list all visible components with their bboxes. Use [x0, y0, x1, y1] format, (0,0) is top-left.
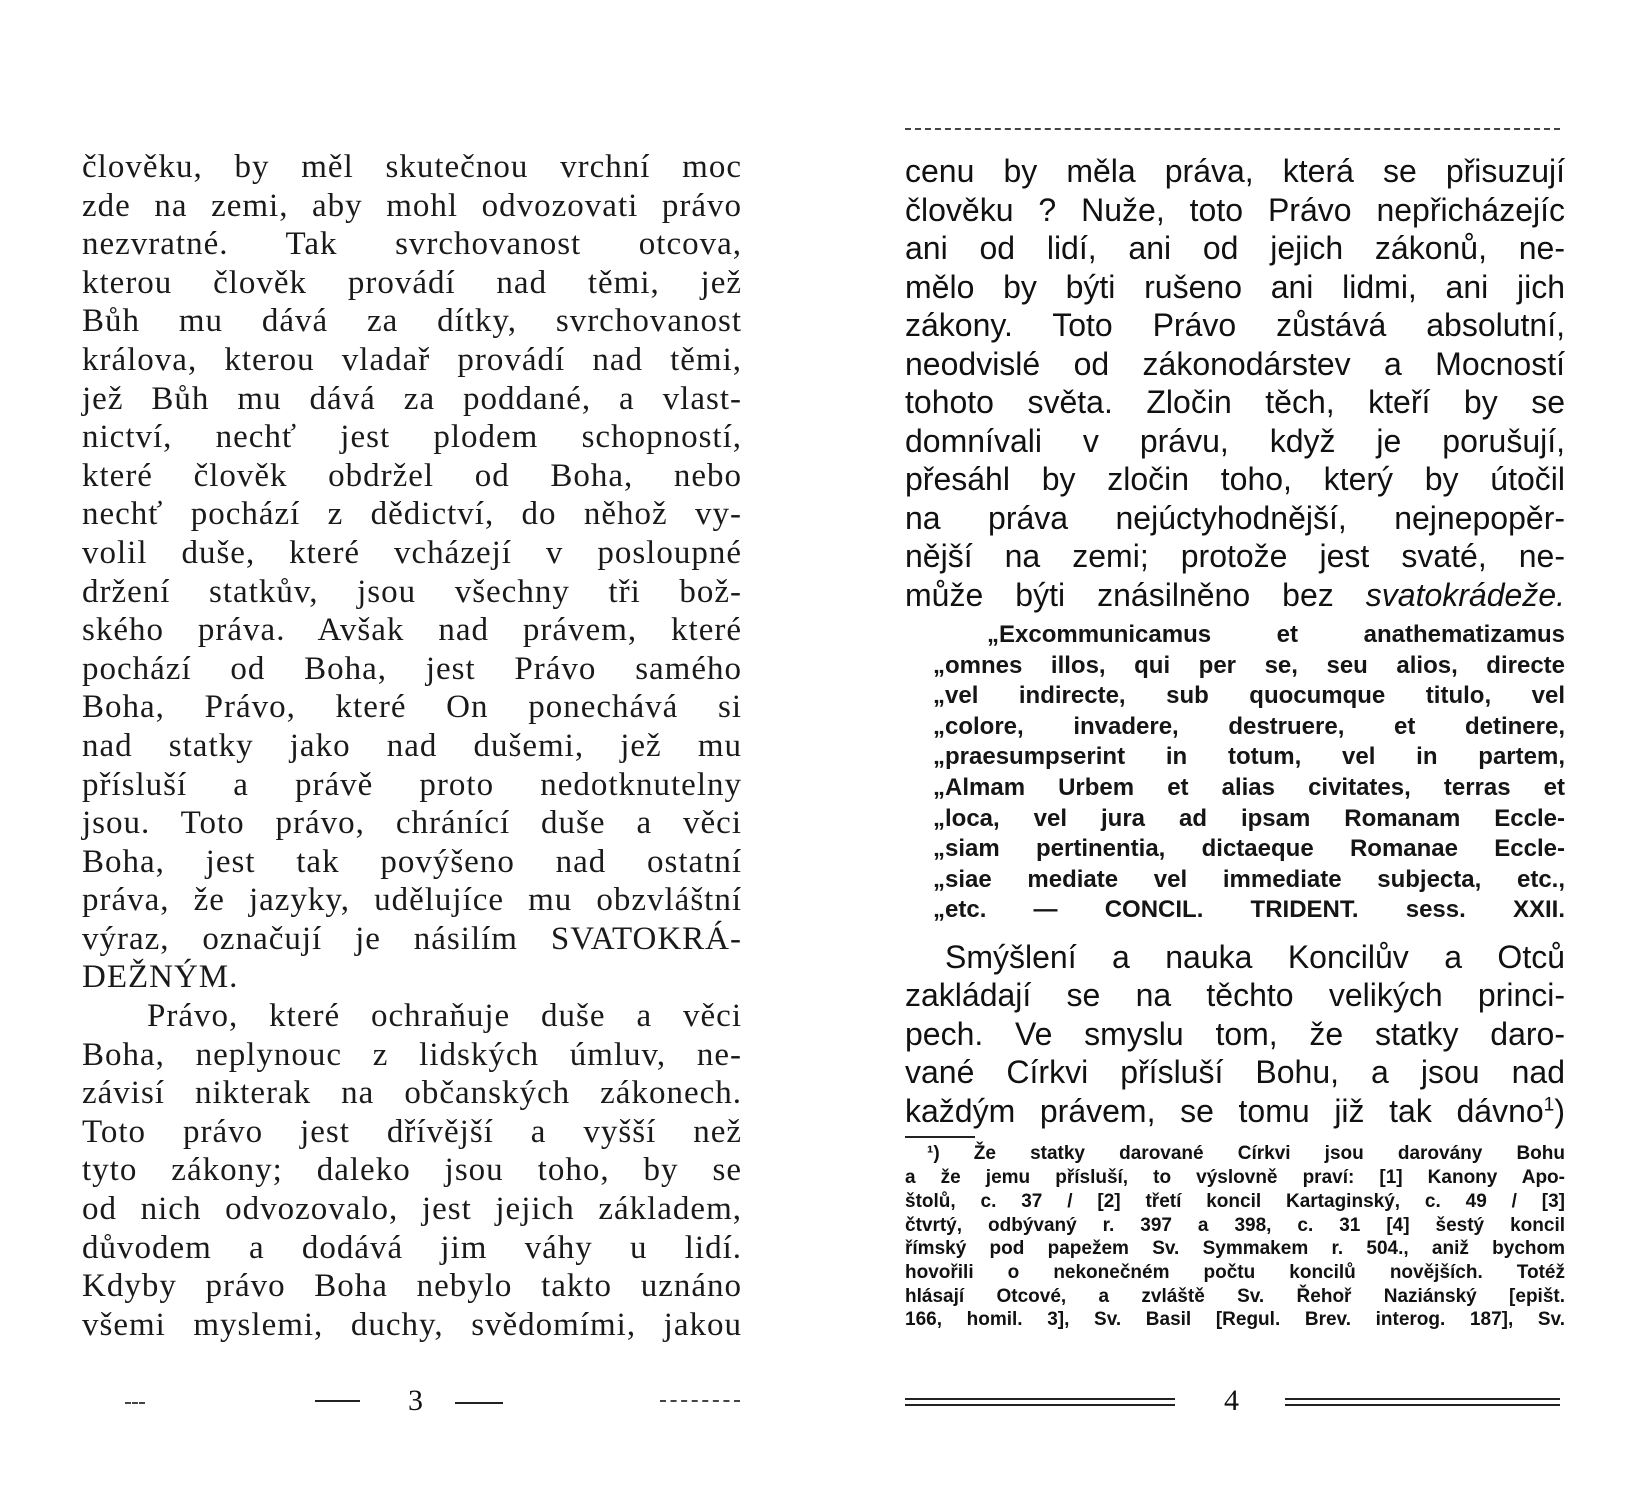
footnote — [905, 1142, 1565, 1332]
footnote-divider — [905, 1136, 975, 1138]
text-line: jsou. Toto právo, chránící duše a věci — [82, 805, 742, 842]
quote-line: „etc. — CONCIL. TRIDENT. sess. XXII. — [933, 896, 1565, 924]
text-line: nezvratné. Tak svrchovanost otcova, — [82, 226, 742, 263]
text-line: které člověk obdržel od Boha, nebo — [82, 457, 742, 494]
footer-rule-left — [660, 1400, 740, 1402]
footnote-line — [905, 1142, 1565, 1166]
footer-rule-left — [455, 1402, 503, 1404]
text-line: Smýšlení a nauka Koncilův a Otců — [945, 938, 1565, 975]
text-line: pech. Ve smyslu tom, že statky darо- — [905, 1015, 1565, 1052]
quote-line: „praesumpserint in totum, vel in partem, — [933, 743, 1565, 771]
text-line: jež Bůh mu dává za poddané, a vlast- — [82, 380, 742, 417]
text-line: zakládají se na těchto velikých princi- — [905, 977, 1565, 1014]
left-page — [82, 148, 742, 1344]
text-line: Toto právo jest dřívější a vyšší než — [82, 1113, 742, 1150]
quote-line: „colore, invadere, destruere, et detinere, — [933, 712, 1565, 740]
text-line: závisí nikterak na občanských zákonech. — [82, 1075, 742, 1112]
footnote-line: hovořili o nekonečném počtu koncilů novějších. Totéž — [905, 1261, 1565, 1283]
text-line: nictví, nechť jest plodem schopností, — [82, 419, 742, 456]
text-line: důvodem a dodává jim váhy u lidí. — [82, 1229, 742, 1266]
quote-line: „Almam Urbem et alias civitates, terras et — [933, 773, 1565, 801]
quote-line: „omnes illos, qui per se, seu alios, directe — [933, 651, 1565, 679]
text-line: držení statkův, jsou všechny tři bož- — [82, 573, 742, 610]
text-line: všemi myslemi, duchy, svědomími, jakou — [82, 1306, 742, 1343]
text-line: tyto zákony; daleko jsou toho, by se — [82, 1152, 742, 1189]
text-line: Boha, jest tak povýšeno nad ostatní — [82, 843, 742, 880]
footnote-line: štolů, c. 37 / [2] třetí koncil Kartaginský, c. 49 / [3] — [905, 1190, 1565, 1212]
text-line: nější na zemi; protože jest svaté, ne- — [905, 538, 1565, 574]
footnote-reference[interactable]: 1 — [1543, 1094, 1555, 1116]
footnote-line: čtvrtý, odbývaný r. 397 a 398, c. 31 [4] šestý koncil — [905, 1214, 1565, 1236]
italic-word: svatokrádeže. — [1365, 576, 1565, 613]
text-line: mělo by býti rušeno ani lidmi, ani jich — [905, 268, 1565, 305]
text-run: Že statky darované Církvi jsou darovány Bohu — [973, 1143, 1565, 1165]
text-line — [905, 576, 1565, 615]
footnote-line: římský pod papežem Sv. Symmakem r. 504., aniž bychom — [905, 1238, 1565, 1260]
footer-rule-right — [905, 1398, 1175, 1400]
latin-quotation — [905, 620, 1565, 926]
text-line: zde na zemi, aby mohl odvozovati právo — [82, 187, 742, 224]
text-line: vané Církvi přísluší Bohu, a jsou nad — [905, 1054, 1565, 1091]
text-line: neodvislé od zákonodárstev a Mocností — [905, 345, 1565, 382]
page-number-left: 3 — [408, 1384, 423, 1417]
footnote-line: a že jemu přísluší, to výslovně praví: [1] Kanony Apo- — [905, 1167, 1565, 1189]
text-run: ) — [1554, 1092, 1565, 1129]
text-line: ského práva. Avšak nad právem, které — [82, 612, 742, 649]
footnote-mark: ¹) — [927, 1143, 940, 1165]
left-paragraph-1 — [82, 148, 742, 997]
text-line: pochází od Boha, jest Právo samého — [82, 650, 742, 687]
text-line: Boha, neplynouc z lidských úmluv, ne- — [82, 1036, 742, 1073]
text-line: Bůh mu dává za dítky, svrchovanost — [82, 303, 742, 340]
footnote-line: hlásají Otcové, a zvláště Sv. Řehoř Naziánský [epišt. — [905, 1285, 1565, 1307]
text-line: DEŽNÝM. — [82, 959, 239, 996]
quote-line: „vel indirecte, sub quocumque titulo, vel — [933, 682, 1565, 710]
text-line: volil duše, které vcházejí v posloupné — [82, 534, 742, 571]
text-line: člověku, by měl skutečnou vrchní moc — [82, 149, 742, 185]
right-paragraph-1 — [905, 152, 1565, 614]
text-line: přesáhl by zločin toho, který by útočil — [905, 461, 1565, 497]
header-rule-right — [905, 128, 1560, 130]
quote-line: „siae mediate vel immediate subjecta, etc., — [933, 865, 1565, 893]
text-line: cenu by měla práva, která se přisuzují — [905, 153, 1565, 189]
text-line: ani od lidí, ani od jejich zákonů, ne- — [905, 230, 1565, 266]
text-line — [905, 1092, 1565, 1131]
quote-line: „Excommunicamus et anathematizamus — [987, 621, 1565, 648]
right-page — [905, 152, 1565, 1332]
text-line: Kdyby právo Boha nebylo takto uznáno — [82, 1268, 742, 1305]
text-run: může býti znásilněno bez — [905, 576, 1366, 613]
footer-rule-right — [1285, 1404, 1560, 1406]
text-line: přísluší a právě proto nedotknutelny — [82, 766, 742, 803]
text-line: Boha, Právo, které On ponechává si — [82, 689, 742, 726]
text-run: každým právem, se tomu již tak dávno — [905, 1092, 1544, 1129]
footer-rule-left — [125, 1402, 145, 1404]
footnote-line: 166, homil. 3], Sv. Basil [Regul. Brev. interog. 187], Sv. — [905, 1309, 1565, 1331]
footer-rule-left — [315, 1400, 360, 1402]
text-line: nechť pochází z dědictví, do něhož vy- — [82, 496, 742, 533]
text-line: králova, kterou vladař provádí nad těmi, — [82, 341, 742, 378]
text-line: Právo, které ochraňuje duše a věci — [147, 998, 742, 1035]
page-number-right: 4 — [1224, 1384, 1239, 1417]
text-line: zákony. Toto Právo zůstává absolutní, — [905, 307, 1565, 343]
quote-line: „loca, vel jura ad ipsam Romanam Eccle- — [933, 804, 1565, 832]
text-line: tohoto světa. Zločin těch, kteří by se — [905, 384, 1565, 420]
text-line: výraz, označují je násilím SVATOKRÁ- — [82, 920, 742, 957]
right-paragraph-2 — [905, 938, 1565, 1131]
left-paragraph-2 — [82, 997, 742, 1344]
footer-rule-right — [905, 1404, 1175, 1406]
text-line: na práva nejúctyhodnější, nejnepopěr- — [905, 499, 1565, 536]
text-line: od nich odvozovalo, jest jejich základem, — [82, 1191, 742, 1228]
quote-line: „siam pertinentia, dictaeque Romanae Eccle- — [933, 835, 1565, 863]
text-line: domnívali v právu, když je porušují, — [905, 422, 1565, 459]
text-line: člověku ? Nuže, toto Právo nepřicházejíc — [905, 191, 1565, 228]
footer-rule-right — [1285, 1398, 1560, 1400]
text-line: práva, že jazyky, udělujíce mu obzvláštní — [82, 882, 742, 919]
text-line: nad statky jako nad dušemi, jež mu — [82, 727, 742, 764]
text-line: kterou člověk provádí nad těmi, jež — [82, 264, 742, 301]
